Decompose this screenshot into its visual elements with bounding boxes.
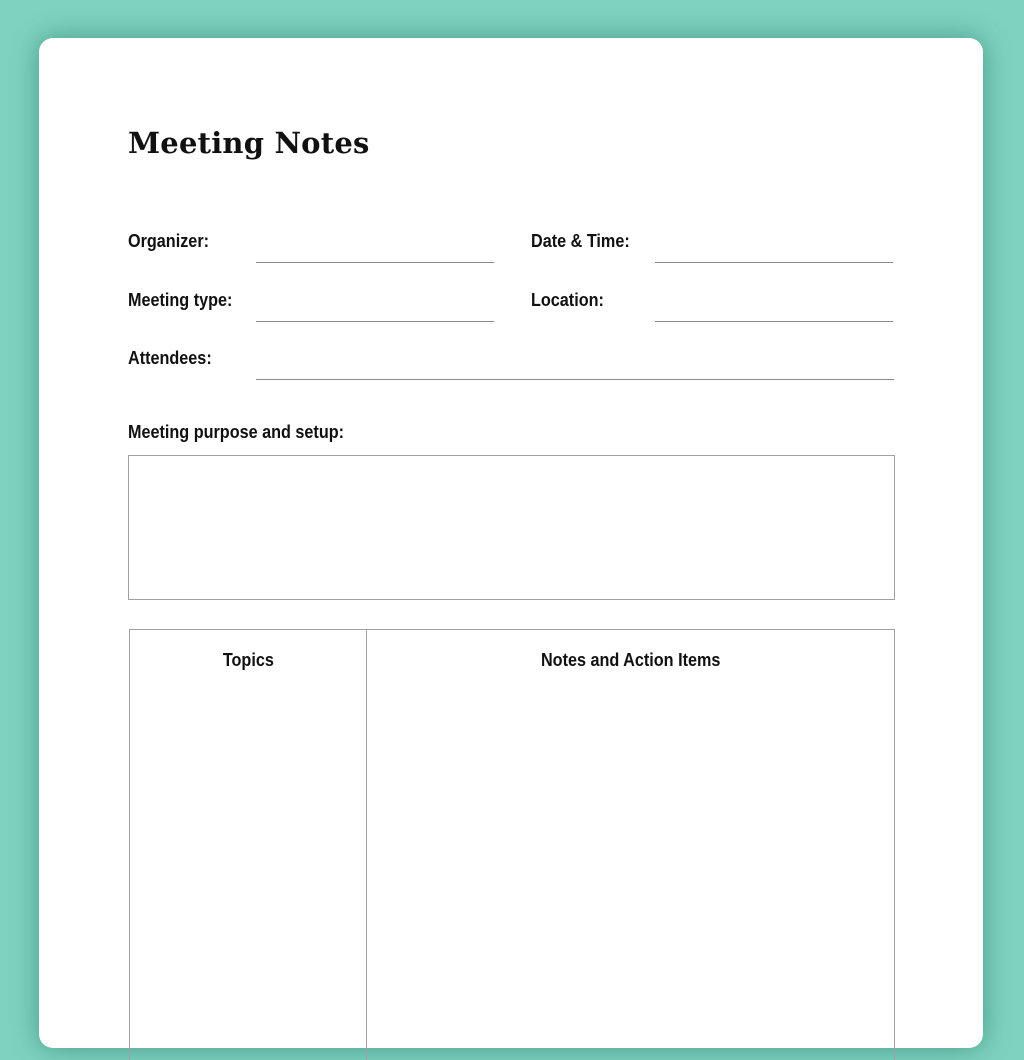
- topics-column[interactable]: [130, 630, 367, 1060]
- location-field[interactable]: [655, 321, 893, 322]
- notes-header-text: Notes and Action Items: [540, 650, 721, 670]
- notes-table: [129, 629, 895, 1060]
- document-page: [39, 38, 983, 1048]
- notes-header: [367, 650, 894, 671]
- purpose-textbox[interactable]: [128, 455, 895, 600]
- meeting-type-field[interactable]: [256, 321, 494, 322]
- notes-column[interactable]: [367, 630, 894, 1060]
- organizer-label: Organizer:: [128, 231, 210, 251]
- topics-header: [130, 650, 366, 671]
- attendees-field[interactable]: [256, 379, 894, 380]
- attendees-label: Attendees:: [128, 348, 212, 368]
- location-label: Location:: [531, 290, 604, 310]
- organizer-field[interactable]: [256, 262, 494, 263]
- purpose-label: Meeting purpose and setup:: [128, 422, 345, 442]
- date-time-field[interactable]: [655, 262, 893, 263]
- page-title: Meeting Notes: [128, 126, 370, 160]
- meeting-type-label: Meeting type:: [128, 290, 233, 310]
- topics-header-text: Topics: [222, 650, 274, 670]
- date-time-label: Date & Time:: [531, 231, 630, 251]
